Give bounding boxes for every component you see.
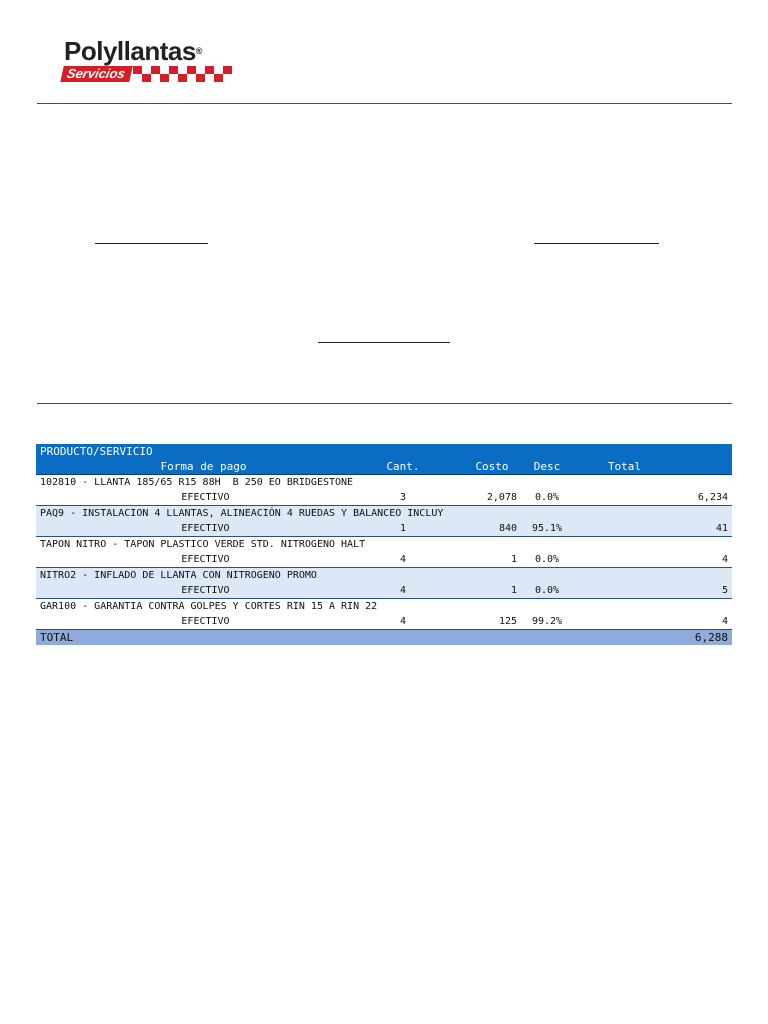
item-description-row — [36, 475, 732, 491]
logo-band — [62, 66, 242, 82]
item-qty: 4 — [375, 614, 431, 630]
checkered-flag-icon — [133, 66, 232, 82]
logo-registered-mark: ® — [195, 46, 202, 56]
item-description-row — [36, 506, 732, 522]
item-cost: 840 — [431, 521, 521, 537]
item-cost: 125 — [431, 614, 521, 630]
item-detail-row — [36, 490, 732, 506]
table-section-header — [36, 444, 732, 459]
total-row — [36, 630, 732, 646]
col-discount: Desc — [521, 459, 573, 475]
item-total: 4 — [573, 552, 732, 568]
col-total: Total — [573, 459, 732, 475]
signature-line-right — [534, 243, 659, 244]
item-total: 5 — [573, 583, 732, 599]
item-cost: 2,078 — [431, 490, 521, 506]
item-payment: EFECTIVO — [36, 521, 375, 537]
item-total: 6,234 — [573, 490, 732, 506]
col-cost: Costo — [431, 459, 521, 475]
signature-line-center — [318, 342, 450, 343]
item-discount: 0.0% — [521, 552, 573, 568]
item-payment: EFECTIVO — [36, 614, 375, 630]
item-qty: 4 — [375, 552, 431, 568]
item-description: GAR100 - GARANTIA CONTRA GOLPES Y CORTES RIN 15 A RIN 22 — [40, 601, 378, 612]
item-cost: 1 — [431, 552, 521, 568]
bottom-divider — [37, 403, 732, 404]
company-logo — [62, 36, 248, 88]
logo-name: Polyllantas — [64, 36, 196, 66]
item-detail-row — [36, 521, 732, 537]
item-payment: EFECTIVO — [36, 552, 375, 568]
item-description-row — [36, 537, 732, 553]
item-total: 4 — [573, 614, 732, 630]
item-description-row — [36, 568, 732, 584]
item-qty: 1 — [375, 521, 431, 537]
total-label: TOTAL — [40, 631, 74, 644]
item-payment: EFECTIVO — [36, 490, 375, 506]
item-discount: 99.2% — [521, 614, 573, 630]
item-detail-row — [36, 614, 732, 630]
items-table — [36, 444, 732, 645]
item-description: PAQ9 - INSTALACION 4 LLANTAS, ALINEACIÓN 4 RUEDAS Y BALANCEO INCLUY — [40, 508, 444, 519]
item-qty: 3 — [375, 490, 431, 506]
item-qty: 4 — [375, 583, 431, 599]
col-qty: Cant. — [375, 459, 431, 475]
item-description: NITRO2 - INFLADO DE LLANTA CON NITROGENO PROMO — [40, 570, 317, 581]
item-description: TAPON NITRO - TAPON PLASTICO VERDE STD. NITROGENO HALT — [40, 539, 366, 550]
item-detail-row — [36, 552, 732, 568]
total-value: 6,288 — [694, 631, 728, 644]
col-payment: Forma de pago — [36, 459, 375, 475]
top-divider — [37, 103, 732, 104]
logo-subtitle: Servicios — [60, 66, 132, 82]
section-header-label: PRODUCTO/SERVICIO — [40, 445, 153, 458]
item-description: 102810 - LLANTA 185/65 R15 88H B 250 EO BRIDGESTONE — [40, 477, 354, 488]
item-discount: 0.0% — [521, 583, 573, 599]
item-discount: 0.0% — [521, 490, 573, 506]
item-payment: EFECTIVO — [36, 583, 375, 599]
signature-line-left — [95, 243, 208, 244]
item-description-row — [36, 599, 732, 615]
table-column-header — [36, 459, 732, 475]
item-discount: 95.1% — [521, 521, 573, 537]
item-total: 41 — [573, 521, 732, 537]
item-cost: 1 — [431, 583, 521, 599]
item-detail-row — [36, 583, 732, 599]
